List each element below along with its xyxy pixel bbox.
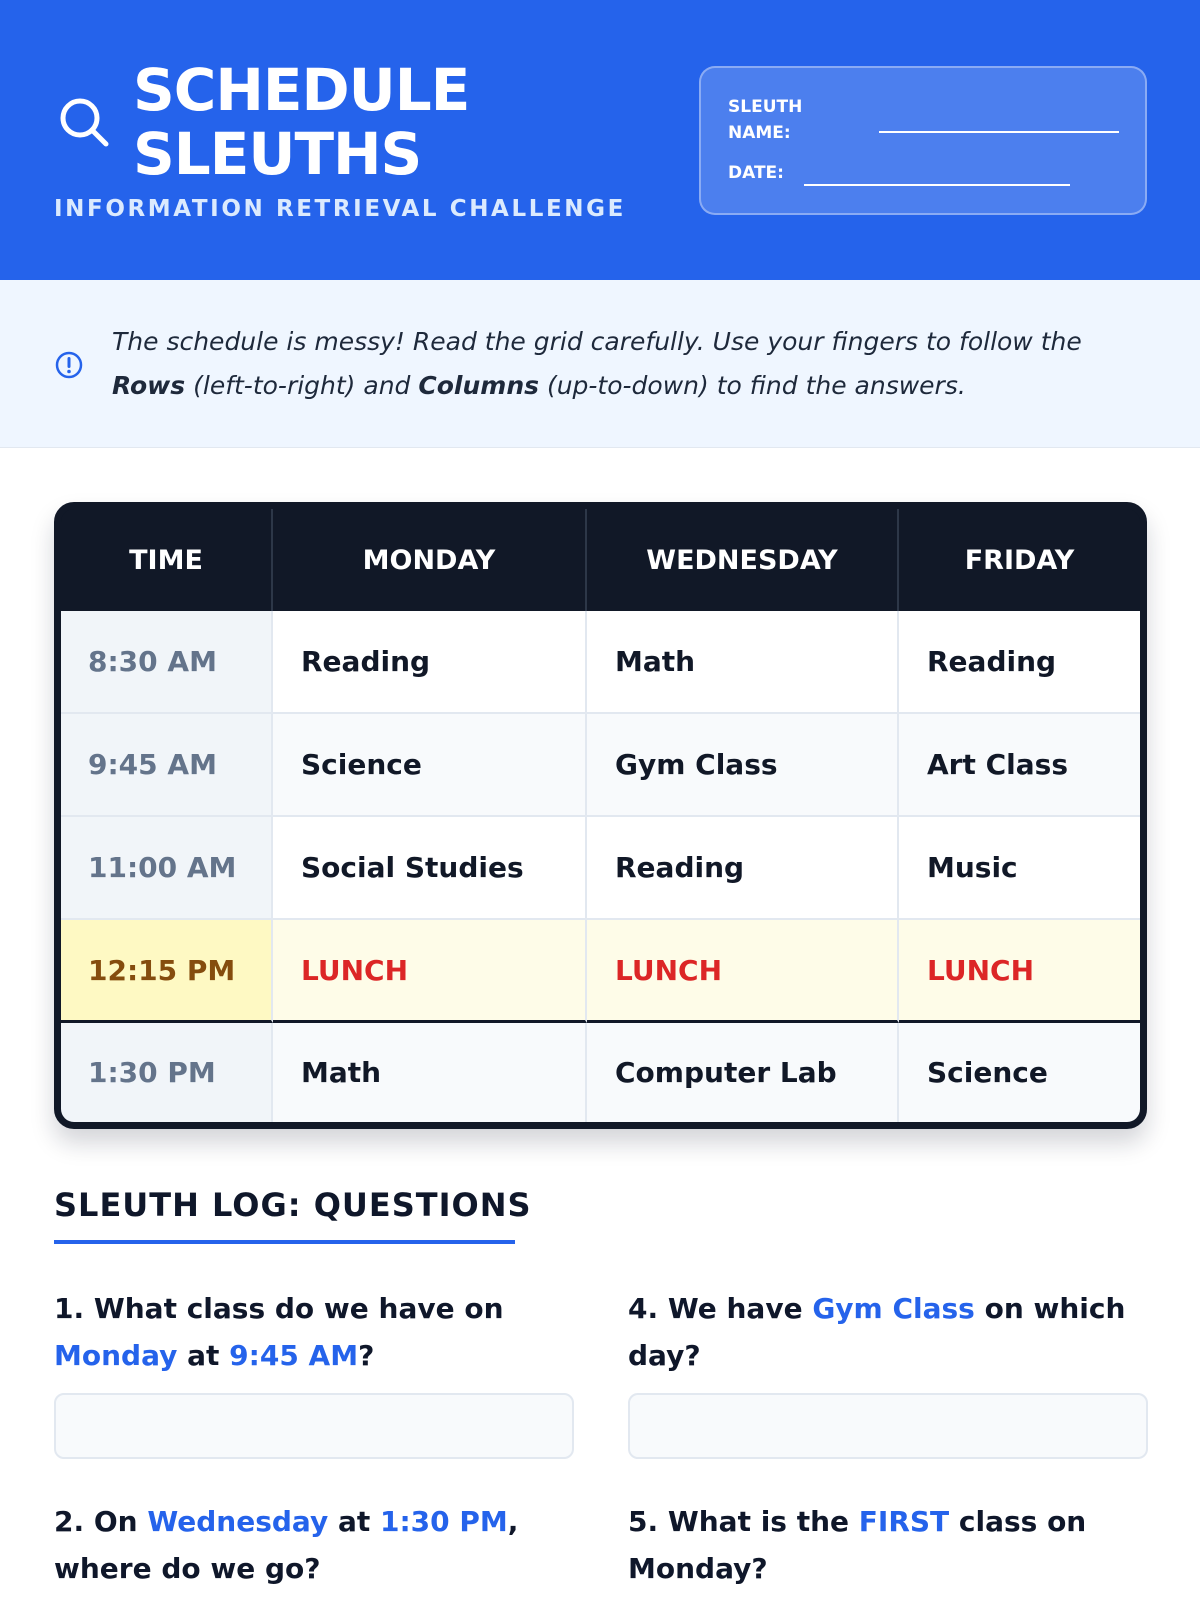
header-time: TIME	[61, 509, 273, 611]
questions-heading: SLEUTH LOG: QUESTIONS	[54, 1186, 532, 1224]
class-cell: Science	[273, 714, 587, 817]
answer-box-1[interactable]	[54, 1393, 574, 1459]
instruction-part-3: (up-to-down) to find the answers.	[539, 371, 966, 400]
q1-text: ?	[358, 1339, 375, 1372]
class-cell: Gym Class	[587, 714, 899, 817]
class-cell: Music	[899, 817, 1140, 920]
lunch-cell: LUNCH	[273, 920, 587, 1023]
question-5	[628, 1498, 1148, 1592]
page-title	[133, 58, 469, 186]
class-cell: Math	[587, 611, 899, 714]
header-banner	[0, 0, 1200, 280]
search-icon	[56, 94, 112, 150]
date-label: DATE:	[728, 163, 784, 183]
class-cell: Reading	[899, 611, 1140, 714]
question-2	[54, 1498, 574, 1592]
page-subtitle: INFORMATION RETRIEVAL CHALLENGE	[54, 196, 626, 222]
time-cell: 9:45 AM	[61, 714, 273, 817]
q2-text: at	[328, 1505, 380, 1538]
sleuth-id-card	[699, 66, 1147, 215]
q4-text: on which day?	[628, 1292, 1126, 1372]
q4-text: 4. We have	[628, 1292, 813, 1325]
name-label	[728, 94, 802, 146]
lunch-time-cell: 12:15 PM	[61, 920, 273, 1023]
time-cell: 1:30 PM	[61, 1023, 273, 1122]
header-monday: MONDAY	[273, 509, 587, 611]
class-cell: Science	[899, 1023, 1140, 1122]
class-cell: Reading	[273, 611, 587, 714]
columns-word: Columns	[418, 371, 539, 400]
instruction-part-2: (left-to-right) and	[185, 371, 419, 400]
class-cell: Social Studies	[273, 817, 587, 920]
rows-word: Rows	[112, 371, 186, 400]
time-cell: 11:00 AM	[61, 817, 273, 920]
answer-box-4[interactable]	[628, 1393, 1148, 1459]
name-label-line-1: SLEUTH	[728, 97, 803, 117]
date-field[interactable]	[804, 184, 1070, 186]
info-icon	[54, 350, 84, 380]
instruction-text	[112, 320, 1162, 408]
name-field[interactable]	[879, 131, 1119, 133]
q1-highlight-time: 9:45 AM	[229, 1339, 359, 1372]
question-4	[628, 1285, 1148, 1379]
q4-highlight-class: Gym Class	[812, 1292, 975, 1325]
q1-highlight-day: Monday	[54, 1339, 178, 1372]
q5-highlight-first: FIRST	[858, 1505, 950, 1538]
question-1	[54, 1285, 574, 1379]
lunch-cell: LUNCH	[587, 920, 899, 1023]
q5-text: class on Monday?	[628, 1505, 1087, 1585]
class-cell: Computer Lab	[587, 1023, 899, 1122]
time-cell: 8:30 AM	[61, 611, 273, 714]
title-line-1: SCHEDULE	[133, 56, 470, 124]
class-cell: Math	[273, 1023, 587, 1122]
header-friday: FRIDAY	[899, 509, 1140, 611]
title-line-2: SLEUTHS	[133, 120, 422, 188]
q1-text: 1. What class do we have on	[54, 1292, 504, 1325]
q1-text: at	[177, 1339, 230, 1372]
q2-text: , where do we go?	[54, 1505, 519, 1585]
q2-highlight-time: 1:30 PM	[379, 1505, 508, 1538]
name-label-line-2: NAME:	[728, 123, 791, 143]
heading-underline	[54, 1240, 515, 1244]
q2-text: 2. On	[54, 1505, 148, 1538]
class-cell: Reading	[587, 817, 899, 920]
class-cell: Art Class	[899, 714, 1140, 817]
lunch-cell: LUNCH	[899, 920, 1140, 1023]
schedule-table	[54, 502, 1147, 1129]
instruction-part-1: The schedule is messy! Read the grid carefully. Use your fingers to follow the	[112, 327, 1082, 356]
q2-highlight-day: Wednesday	[147, 1505, 329, 1538]
header-wednesday: WEDNESDAY	[587, 509, 899, 611]
q5-text: 5. What is the	[628, 1505, 859, 1538]
